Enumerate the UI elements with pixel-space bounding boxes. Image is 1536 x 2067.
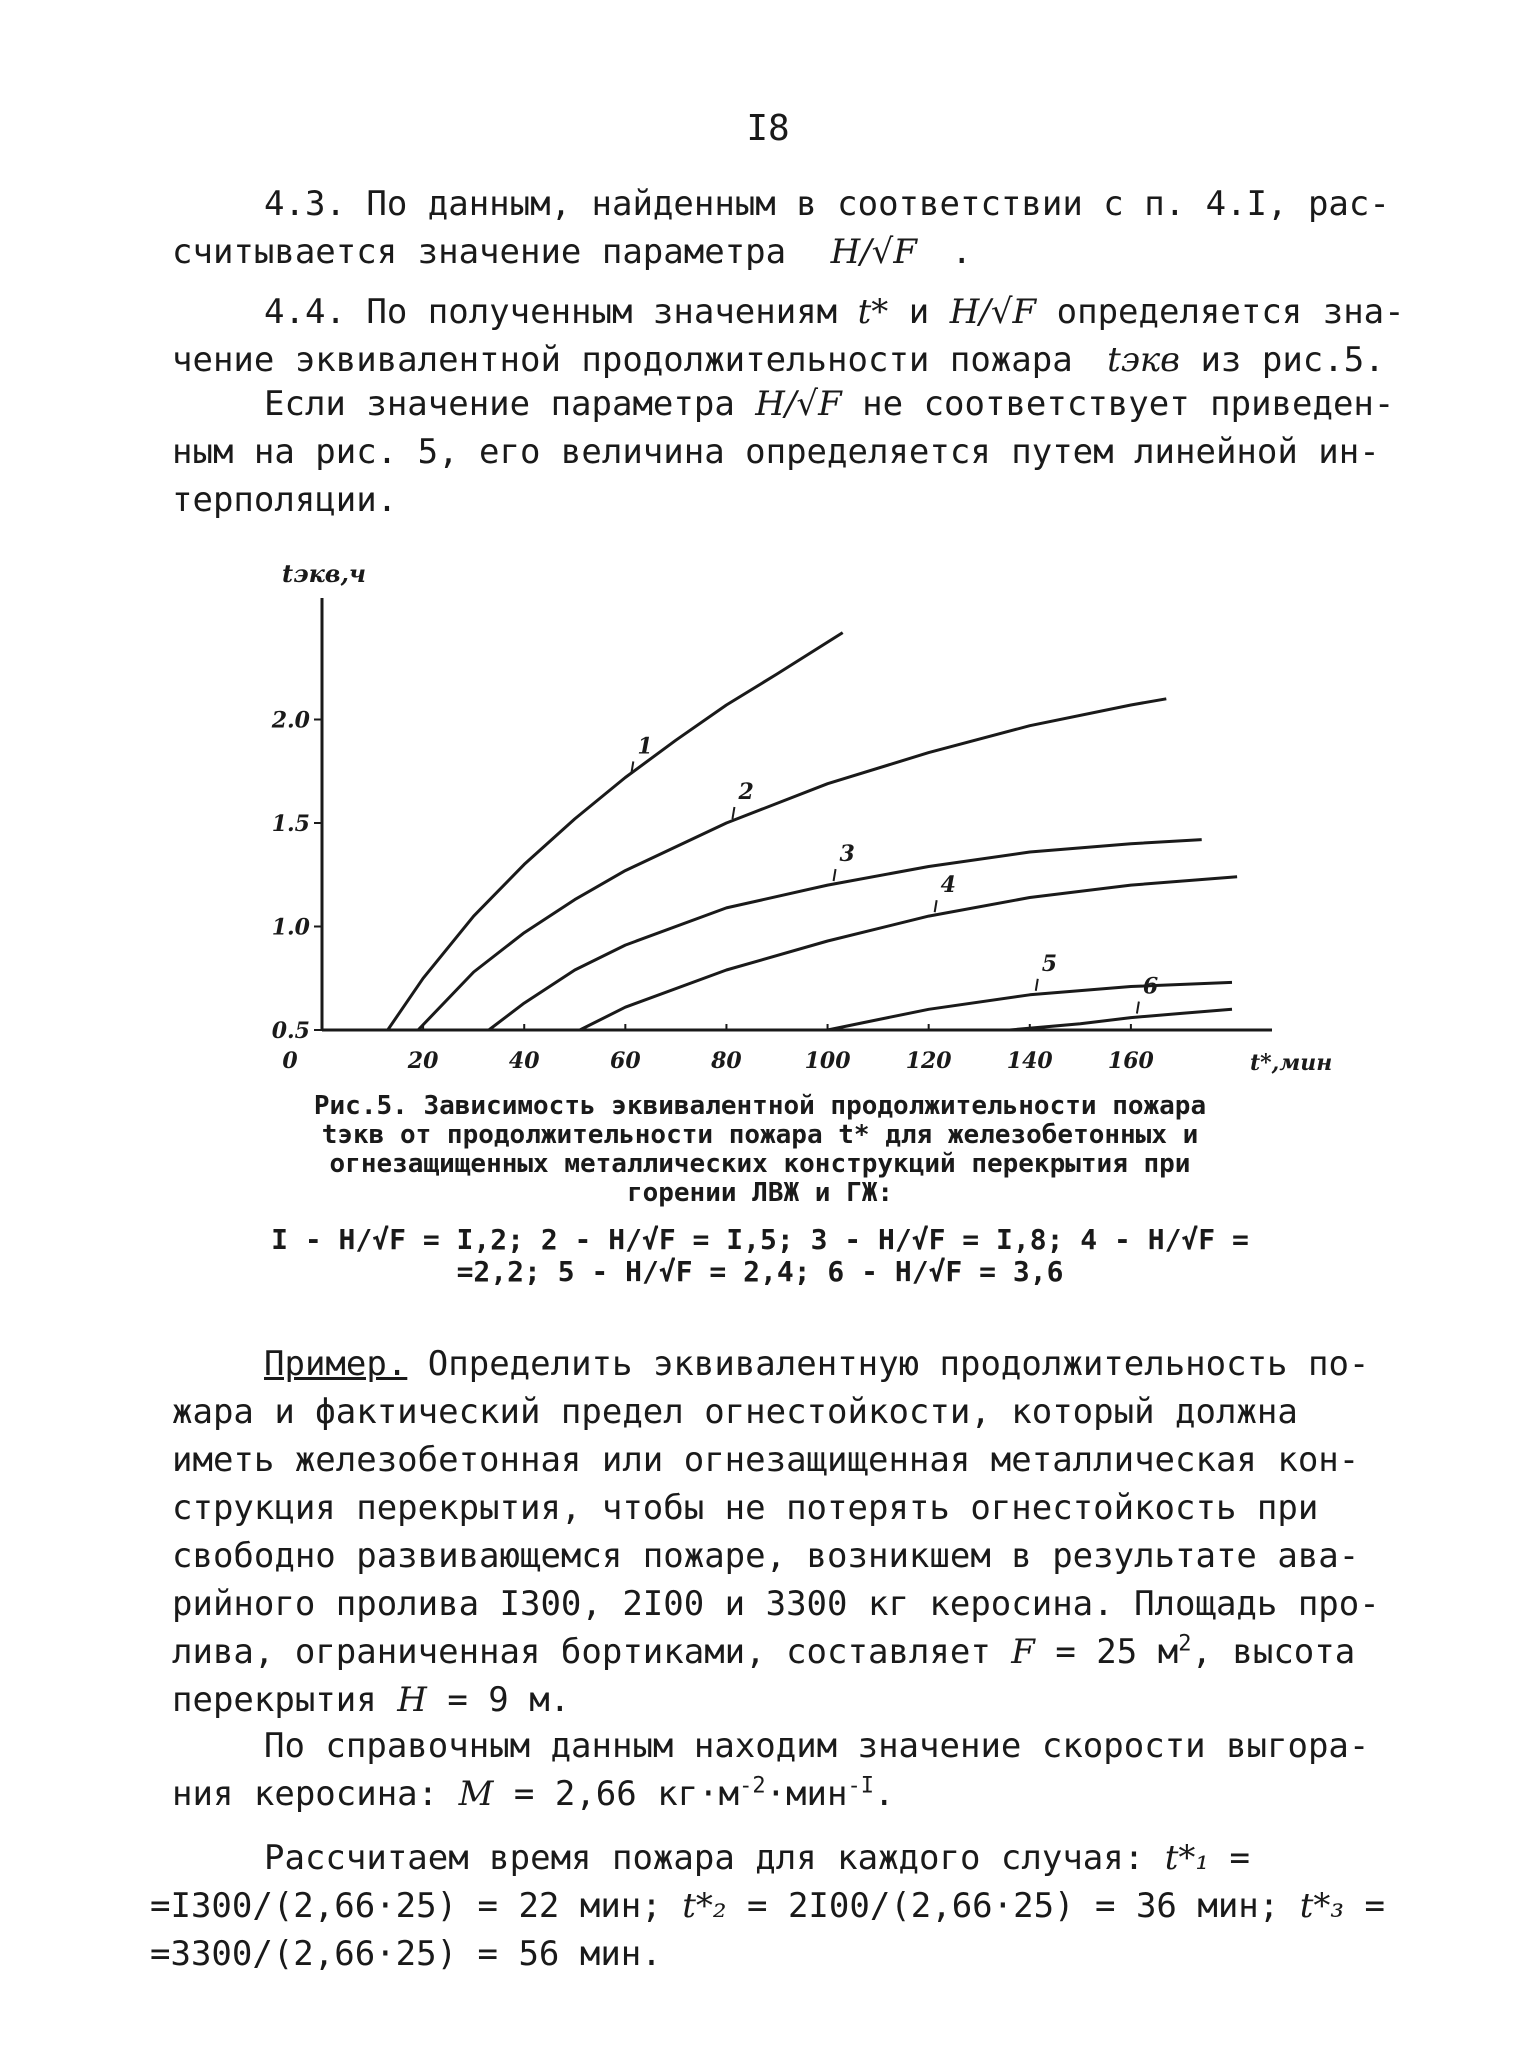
text-span: . [873, 1774, 895, 1814]
text-span: перекрытия [172, 1680, 377, 1720]
y-tick-label: 0.5 [271, 1018, 310, 1044]
text-span: считывается значение параметра [172, 232, 787, 272]
x-tick-label: 60 [610, 1048, 641, 1074]
symbol-m: M [458, 1774, 494, 1814]
param-h-sqrt-f: H/√F [949, 292, 1037, 332]
section-4-4-line1 [172, 288, 1405, 336]
caption-line1: Рис.5. Зависимость эквивалентной продолжительности пожара [313, 1091, 1207, 1121]
series-3-label: 3 [839, 841, 855, 868]
series-6-marker [1137, 1002, 1139, 1014]
example-paragraph [172, 1340, 1382, 1724]
series-3-marker [834, 869, 836, 881]
text-span: = [1229, 1838, 1250, 1878]
text-span: чение эквивалентной продолжительности пожара [172, 340, 1073, 380]
y-axis-label: tэкв,ч [282, 559, 367, 588]
text-span: = 2I00/(2,66·25) = 36 мин; [747, 1886, 1280, 1926]
series-2-line [418, 699, 1166, 1030]
section-4-4-line2 [172, 336, 1385, 384]
text-span: и [908, 292, 930, 332]
calc-line2 [150, 1882, 1400, 1930]
text-span: лива, ограниченная бортиками, составляет [172, 1632, 991, 1672]
figure-caption [270, 1092, 1250, 1208]
calc-line1 [150, 1834, 1400, 1882]
interpolation-line1 [172, 380, 1395, 428]
series-4-label: 4 [940, 872, 956, 899]
x-tick-label: 80 [711, 1048, 742, 1074]
example-line8 [172, 1676, 1382, 1724]
text-span: определяется зна- [1056, 292, 1405, 332]
x-tick-label: 140 [1006, 1048, 1053, 1074]
text-span: не соответствует приведен- [862, 384, 1395, 424]
calc-paragraph [150, 1834, 1400, 1978]
symbol-h: H [397, 1680, 427, 1720]
reference-line2 [172, 1770, 1382, 1818]
param-h-sqrt-f: H/√F [830, 232, 917, 272]
t1-star: t*₁ [1164, 1838, 1209, 1878]
x-tick-label: 0 [282, 1048, 298, 1074]
text-span: = 2,66 кг·м [513, 1774, 740, 1814]
x-tick-label: 100 [804, 1048, 851, 1074]
section-4-3 [172, 180, 1390, 276]
series-4-marker [935, 900, 937, 912]
x-tick-label: 40 [508, 1048, 540, 1074]
figure-legend [270, 1224, 1250, 1288]
example-line3: иметь железобетонная или огнезащищенная металлическая кон- [172, 1440, 1360, 1480]
exponent: 2 [1178, 1631, 1192, 1657]
series-6-label: 6 [1142, 973, 1159, 1000]
reference-paragraph [172, 1722, 1382, 1818]
legend-line1: I - H/√F = I,2; 2 - H/√F = I,5; 3 - H/√F = I,8; 4 - H/√F = [271, 1223, 1249, 1256]
series-5-label: 5 [1041, 950, 1058, 977]
text-span: ·мин [765, 1774, 848, 1814]
text-span: ния керосина: [172, 1774, 439, 1814]
calc-line3: =3300/(2,66·25) = 56 мин. [150, 1934, 662, 1974]
x-tick-label: 160 [1107, 1048, 1154, 1074]
y-tick-label: 1.5 [271, 811, 310, 837]
t2-star: t*₂ [682, 1886, 727, 1926]
series-1-label: 1 [637, 733, 653, 760]
caption-line3: огнезащищенных металлических конструкций перекрытия при [329, 1149, 1191, 1179]
section-4-4 [172, 288, 1405, 384]
text-span: 4.4. По полученным значениям [264, 292, 838, 332]
symbol-f: F [1011, 1632, 1035, 1672]
text-span: = 25 м [1055, 1632, 1179, 1672]
example-line7 [172, 1628, 1382, 1676]
example-line6: рийного пролива I300, 2I00 и 3300 кг керосина. Площадь про- [172, 1584, 1380, 1624]
text-span: Определить эквивалентную продолжительность по- [427, 1344, 1370, 1384]
series-5-marker [1036, 979, 1038, 991]
text-span: . [951, 232, 972, 272]
caption-line2: tэкв от продолжительности пожара t* для железобетонных и [321, 1120, 1199, 1150]
example-line4: струкция перекрытия, чтобы не потерять огнестойкость при [172, 1488, 1319, 1528]
text-span: Если значение параметра [264, 384, 735, 424]
interpolation-line3: терполяции. [172, 480, 398, 520]
x-axis-label: t*,мин [1250, 1050, 1333, 1076]
y-tick-label: 1.0 [271, 914, 310, 941]
reference-line1: По справочным данным находим значение скорости выгора- [264, 1726, 1370, 1766]
example-line1 [172, 1340, 1382, 1388]
t3-star: t*₃ [1299, 1886, 1345, 1926]
text-span: Рассчитаем время пожара для каждого случая: [264, 1838, 1145, 1878]
section-4-3-line1: 4.3. По данным, найденным в соответствии с п. 4.I, рас- [264, 184, 1390, 224]
series-6-line [1010, 1009, 1232, 1030]
x-tick-label: 120 [905, 1048, 952, 1074]
series-2-marker [732, 807, 734, 819]
x-tick-label: 20 [407, 1048, 439, 1074]
series-3-line [489, 840, 1202, 1030]
example-line5: свободно развивающемся пожаре, возникшем в результате ава- [172, 1536, 1360, 1576]
interpolation-line2: ным на рис. 5, его величина определяется путем линейной ин- [172, 432, 1380, 472]
exponent: -2 [739, 1773, 766, 1799]
series-2-label: 2 [738, 779, 754, 805]
t-star: t* [857, 292, 889, 332]
text-span: , высота [1191, 1632, 1356, 1672]
series-1-line [388, 633, 843, 1030]
caption-line4: горении ЛВЖ и ГЖ: [626, 1178, 894, 1208]
chart-svg [230, 559, 1333, 1076]
exponent: -I [847, 1773, 874, 1799]
legend-line2: =2,2; 5 - H/√F = 2,4; 6 - H/√F = 3,6 [456, 1255, 1064, 1288]
example-line2: жара и фактический предел огнестойкости, который должна [172, 1392, 1298, 1432]
text-span: из рис.5. [1200, 340, 1385, 380]
param-h-sqrt-f: H/√F [755, 384, 842, 424]
series-5-line [828, 982, 1232, 1030]
text-span: =I300/(2,66·25) = 22 мин; [150, 1886, 662, 1926]
interpolation-paragraph [172, 380, 1395, 524]
figure-5-chart [230, 559, 1333, 1076]
text-span: = [1364, 1886, 1385, 1926]
page-number: I8 [746, 108, 790, 149]
section-4-3-line2 [172, 228, 1382, 276]
y-tick-label: 2.0 [271, 707, 310, 734]
example-label: Пример. [264, 1344, 408, 1384]
text-span: = 9 м. [447, 1680, 571, 1720]
t-ekv: tэкв [1107, 340, 1180, 380]
